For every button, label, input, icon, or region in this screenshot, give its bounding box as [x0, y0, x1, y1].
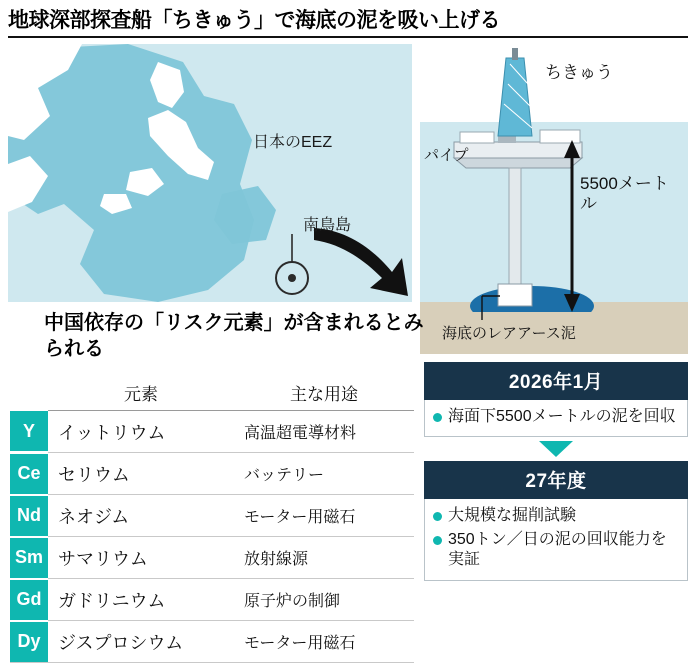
- element-symbol-cell: [10, 579, 48, 621]
- element-name-cell: サマリウム: [48, 537, 234, 579]
- element-name-cell: ネオジム: [48, 495, 234, 537]
- table-heading: 中国依存の「リスク元素」が含まれるとみられる: [44, 312, 424, 360]
- table-row: [10, 495, 414, 537]
- element-symbol-badge: Dy: [10, 622, 48, 662]
- col-symbol: [10, 378, 48, 411]
- map-island-label: 南鳥島: [303, 217, 352, 234]
- table-row: [10, 621, 414, 663]
- schedule-header-1: 2026年1月: [424, 362, 688, 400]
- element-symbol-cell: [10, 621, 48, 663]
- schedule-body-1: [424, 400, 688, 437]
- element-name-cell: ジスプロシウム: [48, 621, 234, 663]
- col-use: 主な用途: [234, 378, 414, 411]
- element-symbol-cell: [10, 537, 48, 579]
- element-use-cell: 放射線源: [234, 537, 414, 579]
- schedule-item-text: 大規模な掘削試験: [448, 507, 577, 525]
- element-symbol-badge: Nd: [10, 496, 48, 536]
- schedule-card-1: [424, 362, 688, 437]
- schedule-item-text: 海面下5500メートルの泥を回収: [448, 408, 676, 425]
- element-symbol-badge: Sm: [10, 538, 48, 578]
- bullet-dot-icon: [433, 536, 442, 545]
- schedule-header-2: 27年度: [424, 461, 688, 499]
- drilling-diagram-panel: [420, 44, 688, 354]
- element-use-cell: モーター用磁石: [234, 621, 414, 663]
- depth-label: 5500メートル: [580, 174, 669, 213]
- map-graphic: [8, 44, 412, 302]
- element-name-cell: セリウム: [48, 453, 234, 495]
- schedule-body-2: [424, 499, 688, 580]
- element-symbol-badge: Gd: [10, 580, 48, 620]
- map-eez-label: 日本のEEZ: [253, 134, 333, 151]
- element-use-cell: 原子炉の制御: [234, 579, 414, 621]
- schedule-panel: [424, 362, 688, 581]
- page-title: 地球深部探査船「ちきゅう」で海底の泥を吸い上げる: [8, 9, 500, 32]
- seabed-mud-label: 海底のレアアース泥: [442, 325, 576, 342]
- table-header-row: [10, 378, 414, 411]
- element-symbol-badge: Y: [10, 411, 48, 451]
- element-symbol-cell: [10, 411, 48, 453]
- table-row: [10, 453, 414, 495]
- element-use-cell: バッテリー: [234, 453, 414, 495]
- element-use-cell: モーター用磁石: [234, 495, 414, 537]
- element-symbol-cell: [10, 453, 48, 495]
- col-element: 元素: [48, 378, 234, 411]
- map-panel: [8, 44, 412, 302]
- schedule-item-text: 350トン／日の泥の回収能力を実証: [448, 530, 667, 569]
- schedule-item: [433, 530, 679, 571]
- risk-element-table: [10, 378, 414, 663]
- schedule-item: [433, 407, 679, 427]
- arrow-down-icon: [539, 441, 573, 457]
- schedule-item: [433, 506, 679, 526]
- bullet-dot-icon: [433, 413, 442, 422]
- title-divider: [8, 36, 688, 38]
- pipe-label: パイプ: [424, 147, 469, 164]
- element-name-cell: ガドリニウム: [48, 579, 234, 621]
- element-symbol-badge: Ce: [10, 454, 48, 494]
- element-symbol-cell: [10, 495, 48, 537]
- bullet-dot-icon: [433, 512, 442, 521]
- ship-label: ちきゅう: [545, 63, 613, 82]
- table-row: [10, 537, 414, 579]
- table-row: [10, 411, 414, 453]
- table-row: [10, 579, 414, 621]
- element-use-cell: 高温超電導材料: [234, 411, 414, 453]
- schedule-card-2: [424, 461, 688, 580]
- element-name-cell: イットリウム: [48, 411, 234, 453]
